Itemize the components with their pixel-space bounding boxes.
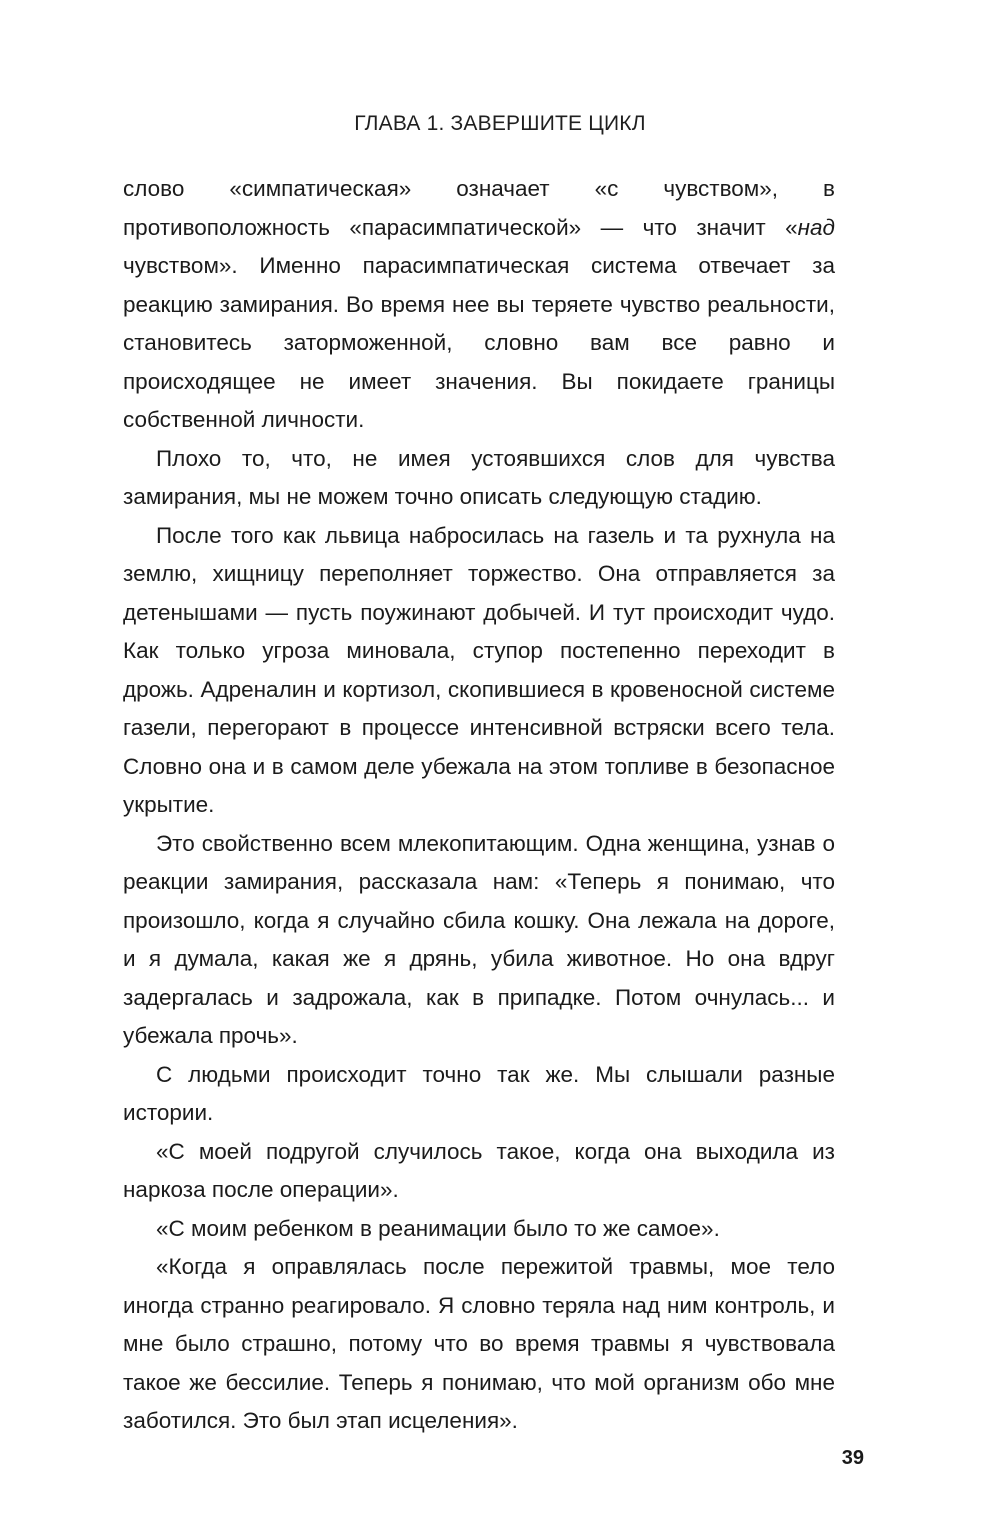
page-number: 39 [841,1447,864,1469]
paragraph-8-quote: «Когда я оправлялась после пережитой травмы, мое тело иногда странно реагировало. Я словно теряла над ним контроль, и мне было страшно, потому что во время травмы я чувствовала такое же бессилие. Теперь я понимаю, что мой организм обо мне заботился. Это был этап исцеления». [123,1254,835,1433]
paragraph-5: С людьми происходит точно так же. Мы слышали разные истории. [123,1061,835,1125]
paragraph-2: Плохо то, что, не имея устоявшихся слов для чувства замирания, мы не можем точно описать следующую стадию. [123,445,835,509]
paragraph-3: После того как львица набросилась на газель и та рухнула на землю, хищницу переполняет торжество. Она отправляется за детенышами — пусть поужинают добычей. И тут происходит чудо. Как только угроза миновала, ступор постепенно переходит в дрожь. Адреналин и кортизол, скопившиеся в кровеносной системе газели, перегорают в процессе интенсивной встряски всего тела. Словно она и в самом деле убежала на этом топливе в безопасное укрытие. [123,522,835,817]
paragraph-6-quote: «С моей подругой случилось такое, когда она выходила из наркоза после операции». [123,1138,835,1202]
paragraph-4: Это свойственно всем млекопитающим. Одна женщина, узнав о реакции замирания, рассказала нам: «Теперь я понимаю, что произошло, когда я случайно сбила кошку. Она лежала на дороге, и я думала, какая же я дрянь, убила животное. Но она вдруг задергалась и задрожала, как в припадке. Потом очнулась... и убежала прочь». [123,830,835,1048]
paragraph-1-emphasis: над [797,214,835,240]
paragraph-1-part-1: слово «симпатическая» означает «с чувством», в противоположность «парасимпатической» — что значит « [123,176,835,240]
paragraph-1-part-2: чувством». Именно парасимпатическая система отвечает за реакцию замирания. Во время нее вы теряете чувство реальности, становитесь заторможенной, словно вам все равно и происходящее не имеет значения. Вы покидаете границы собственной личности. [123,253,835,432]
running-head-title: ГЛАВА 1. ЗАВЕРШИТЕ ЦИКЛ [354,112,646,135]
paragraph-1 [123,170,835,440]
paragraph-7-quote: «С моим ребенком в реанимации было то же самое». [156,1215,720,1241]
body-text [123,170,835,1441]
